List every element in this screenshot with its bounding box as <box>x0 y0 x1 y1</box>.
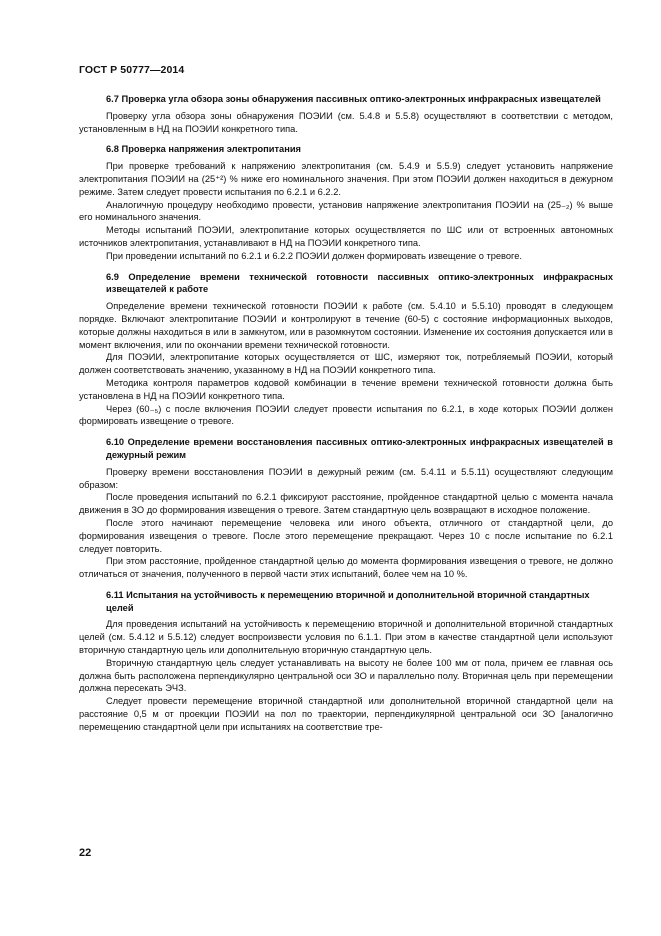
page-body <box>79 93 613 734</box>
document-code-header: ГОСТ Р 50777—2014 <box>79 64 185 76</box>
page-number: 22 <box>79 847 92 859</box>
paragraph: Следует провести перемещение вторичной стандартной или дополнительной вторичной стандартной цели на расстояние 0,5 м от проекции ПОЭИИ на пол по траектории, перпендикулярной центральной оси ЗО [аналогично перемещению стандартной цели при испытаниях на соответствие тре- <box>79 696 613 732</box>
paragraph: При проведении испытаний по 6.2.1 и 6.2.2 ПОЭИИ должен формировать извещение о тревоге. <box>106 250 522 261</box>
paragraph: Проверку времени восстановления ПОЭИИ в дежурный режим (см. 5.4.11 и 5.5.11) осуществляют следующим образом: <box>79 466 613 490</box>
paragraph: При проверке требований к напряжению электропитания (см. 5.4.9 и 5.5.9) следует установить напряжение электропитания ПОЭИИ на (25⁺²) % ниже его номинального значения. При этом ПОЭИИ должен находиться в дежурном режиме. Затем следует провести испытания по 6.2.1 и 6.2.2. <box>79 161 613 197</box>
paragraph: Для ПОЭИИ, электропитание которых осуществляется от ШС, измеряют ток, потребляемый ПОЭИИ, который должен соответствовать значению, указанному в НД на ПОЭИИ конкретного типа. <box>79 352 613 376</box>
paragraph: После этого начинают перемещение человека или иного объекта, отличного от стандартной цели, до формирования извещения о тревоге. После этого перемещение прекращают. Через 10 с после испытание по 6.2.1 следует повторить. <box>79 517 613 554</box>
paragraph: Вторичную стандартную цель следует устанавливать на высоту не более 100 мм от пола, причем ее главная ось должна быть расположена перпендикулярно центральной оси ЗО и параллельно полу. Вторичная цель при перемещении должна пересекать ЭЧЗ. <box>79 657 613 694</box>
paragraph: Проверку угла обзора зоны обнаружения ПОЭИИ (см. 5.4.8 и 5.5.8) осуществляют в соответствии с методом, установленным в НД на ПОЭИИ конкретного типа. <box>79 110 613 134</box>
section-heading-6-10: 6.10 Определение времени восстановления пассивных оптико-электронных инфракрасных извещателей в дежурный режим <box>106 437 613 460</box>
paragraph: После проведения испытаний по 6.2.1 фиксируют расстояние, пройденное стандартной целью с момента начала движения в ЗО до формирования извещения о тревоге. Затем стандартную цель возвращают в исходное положение. <box>79 492 613 516</box>
section-heading-6-9: 6.9 Определение времени технической готовности пассивных оптико-электронных инфракрасных извещателей к работе <box>106 271 613 295</box>
section-heading-6-11: 6.11 Испытания на устойчивость к перемещению вторичной и дополнительной вторичной стандартных целей <box>106 589 590 613</box>
paragraph: Через (60₋₅) с после включения ПОЭИИ следует провести испытания по 6.2.1, в ходе которых ПОЭИИ должен формировать извещение о тревоге. <box>79 403 613 427</box>
section-heading-6-7: 6.7 Проверка угла обзора зоны обнаружения пассивных оптико-электронных инфракрасных извещателей <box>106 94 601 104</box>
section-heading-6-8: 6.8 Проверка напряжения электропитания <box>106 144 301 155</box>
paragraph: При этом расстояние, пройденное стандартной целью до момента формирования извещения о тревоге, не должно отличаться от значения, полученного в первой части этих испытаний, более чем на 10 %. <box>79 556 613 580</box>
paragraph: Для проведения испытаний на устойчивость к перемещению вторичной и дополнительной вторичной стандартных целей (см. 5.4.12 и 5.5.12) следует воспроизвести условия по 6.1.1. При этом в качестве стандартной цели используют вторичную стандартную цель или дополнительную вторичную стандартную цель. <box>79 619 613 656</box>
paragraph: Методика контроля параметров кодовой комбинации в течение времени технической готовности должна быть установлена в НД на ПОЭИИ конкретного типа. <box>79 377 613 401</box>
paragraph: Аналогичную процедуру необходимо провести, установив напряжение электропитания ПОЭИИ на (25₋₂) % выше его номинального значения. <box>79 199 613 223</box>
paragraph: Методы испытаний ПОЭИИ, электропитание которых осуществляется по ШС или от встроенных автономных источников электропитания, устанавливают в НД на ПОЭИИ конкретного типа. <box>79 225 613 248</box>
paragraph: Определение времени технической готовности ПОЭИИ к работе (см. 5.4.10 и 5.5.10) проводят в следующем порядке. Включают электропитание ПОЭИИ и контролируют в течение (60-5) с состояние информационных выходов, которые должны находиться в или в замкнутом, или в разомкнутом состоянии. Изменение их состояния допускается или в момент включения, или по окончании времени технической готовности. <box>79 301 613 350</box>
